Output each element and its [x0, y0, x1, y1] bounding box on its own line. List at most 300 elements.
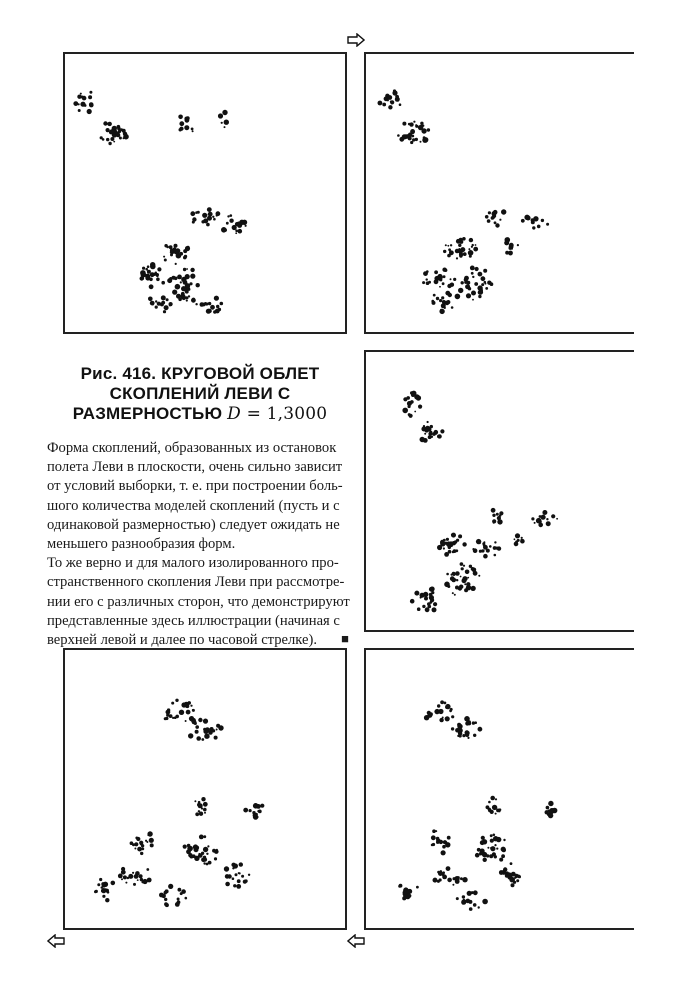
dust-particle: [179, 127, 183, 131]
dust-particle: [395, 95, 399, 99]
dust-particle: [157, 302, 161, 306]
dust-particle: [402, 408, 408, 414]
dust-particle: [471, 272, 474, 275]
dust-particle: [233, 863, 238, 868]
dust-particle: [203, 729, 208, 734]
dust-particle: [203, 802, 208, 807]
dust-particle: [187, 844, 191, 848]
dust-particle: [508, 876, 510, 878]
dust-particle: [495, 798, 497, 800]
dust-particle: [245, 225, 247, 227]
dust-particle: [429, 587, 434, 592]
dust-particle: [443, 275, 446, 278]
dust-particle: [190, 274, 195, 279]
dust-particle: [202, 213, 207, 218]
dust-particle: [489, 854, 493, 858]
dust-particle: [460, 576, 462, 578]
dust-particle: [456, 239, 461, 244]
dust-particle: [436, 837, 440, 841]
dust-particle: [101, 888, 106, 893]
dust-particle: [105, 898, 109, 902]
dust-particle: [483, 858, 487, 862]
dust-particle: [214, 857, 217, 860]
dust-particle: [230, 214, 233, 217]
dust-particle: [195, 725, 199, 729]
dust-particle: [190, 211, 195, 216]
dust-particle: [442, 282, 445, 285]
dust-particle: [121, 878, 123, 880]
dust-particle: [119, 137, 122, 140]
dust-particle: [424, 433, 426, 435]
dust-particle: [451, 727, 454, 730]
dust-particle: [475, 853, 480, 858]
dust-particle: [410, 400, 414, 404]
dust-particle: [443, 547, 445, 549]
dust-particle: [113, 141, 115, 143]
dust-particle: [213, 218, 216, 221]
dust-particle: [127, 877, 129, 879]
dust-particle: [199, 835, 204, 840]
dust-particle: [232, 877, 235, 880]
end-of-section-mark: ■: [341, 631, 349, 647]
dust-particle: [451, 715, 454, 718]
dust-particle: [184, 125, 189, 130]
dust-particle: [471, 891, 474, 894]
dust-particle: [216, 729, 218, 731]
dust-particle: [203, 719, 208, 724]
dust-particle: [426, 281, 430, 285]
dust-particle: [444, 582, 450, 588]
dust-particle: [120, 128, 123, 131]
dust-particle: [87, 109, 92, 114]
dust-particle: [411, 391, 416, 396]
dust-particle: [404, 889, 407, 892]
dust-particle: [185, 296, 188, 299]
dust-particle: [496, 513, 499, 516]
prev-page-arrow-icon-right[interactable]: [347, 934, 365, 948]
dust-particle: [467, 737, 469, 739]
next-page-arrow-icon[interactable]: [347, 33, 365, 47]
dust-particle: [432, 829, 436, 833]
dust-particle: [471, 291, 476, 296]
dust-particle: [174, 244, 178, 248]
dust-particle: [171, 702, 174, 705]
levy-cluster-view-3: [364, 350, 634, 632]
dust-particle: [487, 847, 489, 849]
dust-particle: [133, 883, 136, 886]
dust-particle: [207, 207, 212, 212]
dust-particle: [197, 211, 200, 214]
paragraph-2-line: нии его с различных сторон, что демонстрируют: [47, 593, 350, 610]
dust-particle: [450, 278, 452, 280]
dust-particle: [474, 282, 478, 286]
dust-particle: [430, 425, 433, 428]
dust-particle: [478, 575, 480, 577]
dust-particle: [472, 721, 475, 724]
dust-particle: [204, 812, 206, 814]
dust-particle: [175, 248, 180, 253]
dust-particle: [445, 704, 450, 709]
paragraph-1: [47, 439, 349, 554]
dust-particle: [413, 121, 415, 123]
dust-particle: [439, 309, 444, 314]
dust-particle: [378, 101, 383, 106]
dust-particle: [78, 103, 80, 105]
dust-particle: [448, 248, 451, 251]
dust-particle: [382, 103, 386, 107]
dust-particle: [179, 121, 184, 126]
dust-particle: [437, 435, 441, 439]
dust-particle: [432, 432, 436, 436]
dust-particle: [499, 858, 503, 862]
dust-particle: [186, 710, 191, 715]
dust-particle: [232, 225, 237, 230]
dust-particle: [195, 812, 199, 816]
dust-particle: [164, 898, 167, 901]
dust-particle: [260, 804, 264, 808]
caption-line-1: КРУГОВОЙ ОБЛЕТ: [161, 364, 320, 383]
dust-particle: [203, 835, 206, 838]
dust-particle: [177, 898, 180, 901]
dust-particle: [499, 219, 501, 221]
dust-particle: [235, 232, 237, 234]
dust-particle: [235, 873, 238, 876]
dust-particle: [221, 227, 227, 233]
dust-particle: [224, 126, 226, 128]
dust-particle: [185, 246, 190, 251]
dust-particle: [111, 881, 116, 886]
dust-particle: [459, 252, 463, 256]
dust-particle: [473, 903, 477, 907]
dust-particle: [185, 274, 190, 279]
dust-particle: [485, 215, 489, 219]
dust-particle: [434, 279, 439, 284]
dust-particle: [145, 268, 148, 271]
dust-particle: [218, 113, 223, 118]
dust-particle: [188, 295, 190, 297]
paragraph-1-line: Форма скоплений, образованных из остановок: [47, 440, 337, 456]
dust-particle: [161, 281, 165, 285]
dust-particle: [199, 812, 203, 816]
dust-particle: [465, 570, 470, 575]
dust-particle: [444, 307, 446, 309]
dust-particle: [447, 254, 451, 258]
dust-particle: [132, 843, 135, 846]
dust-particle: [201, 852, 204, 855]
dust-particle: [431, 436, 433, 438]
dust-particle: [546, 518, 548, 520]
dust-particle: [494, 855, 497, 858]
dust-particle: [493, 834, 496, 837]
levy-cluster-view-5: [364, 648, 634, 930]
dust-particle: [89, 91, 92, 94]
dust-particle: [195, 730, 199, 734]
dust-particle: [410, 599, 415, 604]
dust-particle: [526, 216, 531, 221]
dust-particle: [181, 702, 186, 707]
dust-particle: [466, 293, 471, 298]
dust-particle: [489, 545, 492, 548]
dust-particle: [206, 863, 209, 866]
dust-particle: [416, 395, 421, 400]
dust-particle: [478, 906, 480, 908]
dust-particle: [408, 413, 411, 416]
dust-particle: [196, 736, 201, 741]
dust-particle: [531, 517, 534, 520]
paragraph-1-line: от условий выборки, т. е. при построении боль-: [47, 478, 343, 495]
dust-particle: [418, 405, 422, 409]
dust-particle: [387, 99, 389, 101]
dust-particle: [414, 411, 416, 413]
dust-particle: [155, 300, 157, 302]
dust-particle: [227, 215, 229, 217]
dust-particle: [473, 571, 478, 576]
dust-particle: [464, 278, 467, 281]
dust-particle: [236, 884, 241, 889]
dust-particle: [461, 281, 464, 284]
dust-particle: [147, 831, 152, 836]
dust-particle: [499, 808, 502, 811]
dust-particle: [388, 105, 392, 109]
dust-particle: [465, 730, 470, 735]
dust-particle: [491, 508, 496, 513]
dust-particle: [146, 868, 149, 871]
dust-particle: [549, 809, 554, 814]
dust-particle: [80, 102, 85, 107]
dust-particle: [544, 511, 546, 513]
dust-particle: [161, 295, 166, 300]
dust-particle: [508, 251, 513, 256]
dust-particle: [487, 219, 491, 223]
dust-particle: [197, 803, 201, 807]
dust-particle: [548, 814, 550, 816]
dust-particle: [501, 209, 506, 214]
dust-particle: [463, 565, 465, 567]
dust-particle: [515, 533, 520, 538]
dust-particle: [451, 306, 454, 309]
dust-particle: [175, 263, 177, 265]
dust-particle: [515, 544, 517, 546]
dust-particle: [511, 883, 515, 887]
dust-particle: [192, 221, 195, 224]
dust-particle: [460, 562, 464, 566]
dust-particle: [149, 284, 154, 289]
dust-particle: [136, 837, 140, 841]
dust-particle: [473, 734, 476, 737]
dust-particle: [436, 297, 439, 300]
dust-particle: [190, 268, 194, 272]
dust-particle: [449, 709, 452, 712]
dust-particle: [164, 305, 169, 310]
dust-particle: [402, 122, 406, 126]
dust-particle: [546, 521, 551, 526]
dust-particle: [188, 288, 191, 291]
dust-particle: [150, 272, 155, 277]
dust-particle: [420, 141, 422, 143]
dust-particle: [178, 115, 183, 120]
dust-particle: [187, 701, 191, 705]
dust-particle: [432, 843, 435, 846]
dust-particle: [397, 134, 400, 137]
dust-particle: [462, 542, 466, 546]
dust-particle: [521, 219, 525, 223]
dust-particle: [190, 705, 192, 707]
dust-particle: [190, 855, 194, 859]
dust-particle: [195, 303, 197, 305]
dust-particle: [166, 710, 171, 715]
dust-particle: [213, 310, 216, 313]
dust-particle: [196, 283, 200, 287]
dust-particle: [166, 298, 169, 301]
dust-particle: [458, 288, 463, 293]
dust-particle: [439, 718, 443, 722]
dust-particle: [452, 592, 454, 594]
dust-particle: [471, 239, 473, 241]
dust-particle: [495, 547, 498, 550]
paragraph-1-line: одинаковой размерностью) следует ожидать не: [47, 516, 340, 533]
dust-particle: [434, 270, 438, 274]
dust-particle: [427, 602, 431, 606]
dust-particle: [88, 95, 92, 99]
dust-particle: [488, 281, 492, 285]
dust-particle: [468, 250, 474, 256]
dust-particle: [203, 862, 205, 864]
dust-particle: [427, 421, 429, 423]
dust-particle: [420, 593, 425, 598]
dust-particle: [481, 276, 486, 281]
dust-particle: [462, 576, 467, 581]
dust-particle: [216, 849, 218, 851]
dust-particle: [220, 302, 224, 306]
dust-particle: [509, 877, 515, 883]
dust-particle: [440, 429, 444, 433]
dust-particle: [469, 907, 473, 911]
dust-particle: [440, 700, 444, 704]
dust-particle: [453, 278, 456, 281]
dust-particle: [546, 223, 549, 226]
dust-particle: [176, 253, 182, 259]
dust-particle: [501, 854, 505, 858]
dust-particle: [479, 550, 482, 553]
dust-particle: [478, 272, 483, 277]
dust-particle: [437, 274, 442, 279]
dust-particle: [123, 137, 125, 139]
dust-particle: [170, 253, 173, 256]
dust-particle: [163, 310, 166, 313]
dust-particle: [479, 853, 481, 855]
dust-particle: [221, 122, 223, 124]
dust-particle: [140, 270, 146, 276]
dust-particle: [226, 875, 228, 877]
dust-particle: [216, 305, 219, 308]
dust-particle: [205, 302, 208, 305]
dust-particle: [201, 797, 205, 801]
dust-particle: [206, 223, 210, 227]
dust-particle: [494, 541, 496, 543]
dust-particle: [497, 516, 501, 520]
caption-line-3: РАЗМЕРНОСТЬЮ: [72, 404, 223, 423]
dust-particle: [203, 847, 208, 852]
dust-particle: [257, 810, 259, 812]
dust-particle: [103, 121, 107, 125]
levy-cluster-view-2: [364, 52, 634, 334]
dust-particle: [534, 522, 536, 524]
dust-particle: [461, 567, 464, 570]
dust-particle: [147, 265, 150, 268]
dust-particle: [135, 871, 140, 876]
dust-particle: [546, 806, 550, 810]
dust-particle: [193, 844, 198, 849]
dust-particle: [494, 554, 497, 557]
dust-particle: [181, 286, 186, 291]
dust-particle: [412, 138, 415, 141]
dust-particle: [170, 248, 174, 252]
dust-particle: [152, 303, 154, 305]
dust-particle: [556, 518, 558, 520]
dust-particle: [490, 796, 495, 801]
dust-particle: [201, 858, 206, 863]
dust-particle: [433, 602, 437, 606]
dust-particle: [145, 840, 147, 842]
dust-particle: [408, 123, 411, 126]
dust-particle: [448, 293, 452, 297]
dust-particle: [492, 519, 496, 523]
levy-cluster-view-1: [63, 52, 347, 334]
dust-particle: [461, 899, 466, 904]
dust-particle: [390, 100, 394, 104]
dust-particle: [458, 244, 461, 247]
dust-particle: [440, 870, 443, 873]
prev-page-arrow-icon[interactable]: [47, 934, 65, 948]
dust-particle: [201, 738, 204, 741]
dust-particle: [424, 597, 428, 601]
dust-particle: [458, 586, 462, 590]
dust-particle: [229, 219, 233, 223]
dust-particle: [106, 138, 109, 141]
dust-particle: [411, 135, 414, 138]
dust-particle: [422, 281, 425, 284]
dust-particle: [472, 548, 474, 550]
dust-particle: [449, 541, 454, 546]
dust-particle: [446, 300, 450, 304]
dust-particle: [156, 278, 160, 282]
dust-particle: [456, 257, 458, 259]
dust-particle: [416, 886, 419, 889]
paragraph-2-line: представленные здесь иллюстрации (начиная с: [47, 612, 340, 629]
dust-particle: [532, 226, 535, 229]
dust-particle: [208, 302, 211, 305]
dust-particle: [108, 142, 111, 145]
dust-particle: [137, 879, 139, 881]
dust-particle: [445, 244, 447, 246]
dust-particle: [468, 248, 470, 250]
dust-particle: [134, 848, 136, 850]
dust-particle: [423, 271, 428, 276]
dust-particle: [185, 897, 188, 900]
dust-particle: [464, 588, 468, 592]
dust-particle: [492, 514, 495, 517]
dust-particle: [212, 216, 214, 218]
dust-particle: [214, 296, 219, 301]
levy-cluster-view-4: [63, 648, 347, 930]
dust-particle: [499, 870, 504, 875]
dust-particle: [238, 229, 243, 234]
dust-particle: [441, 296, 444, 299]
dust-particle: [422, 605, 425, 608]
dust-particle: [495, 813, 497, 815]
dust-particle: [210, 305, 215, 310]
dust-particle: [237, 222, 242, 227]
